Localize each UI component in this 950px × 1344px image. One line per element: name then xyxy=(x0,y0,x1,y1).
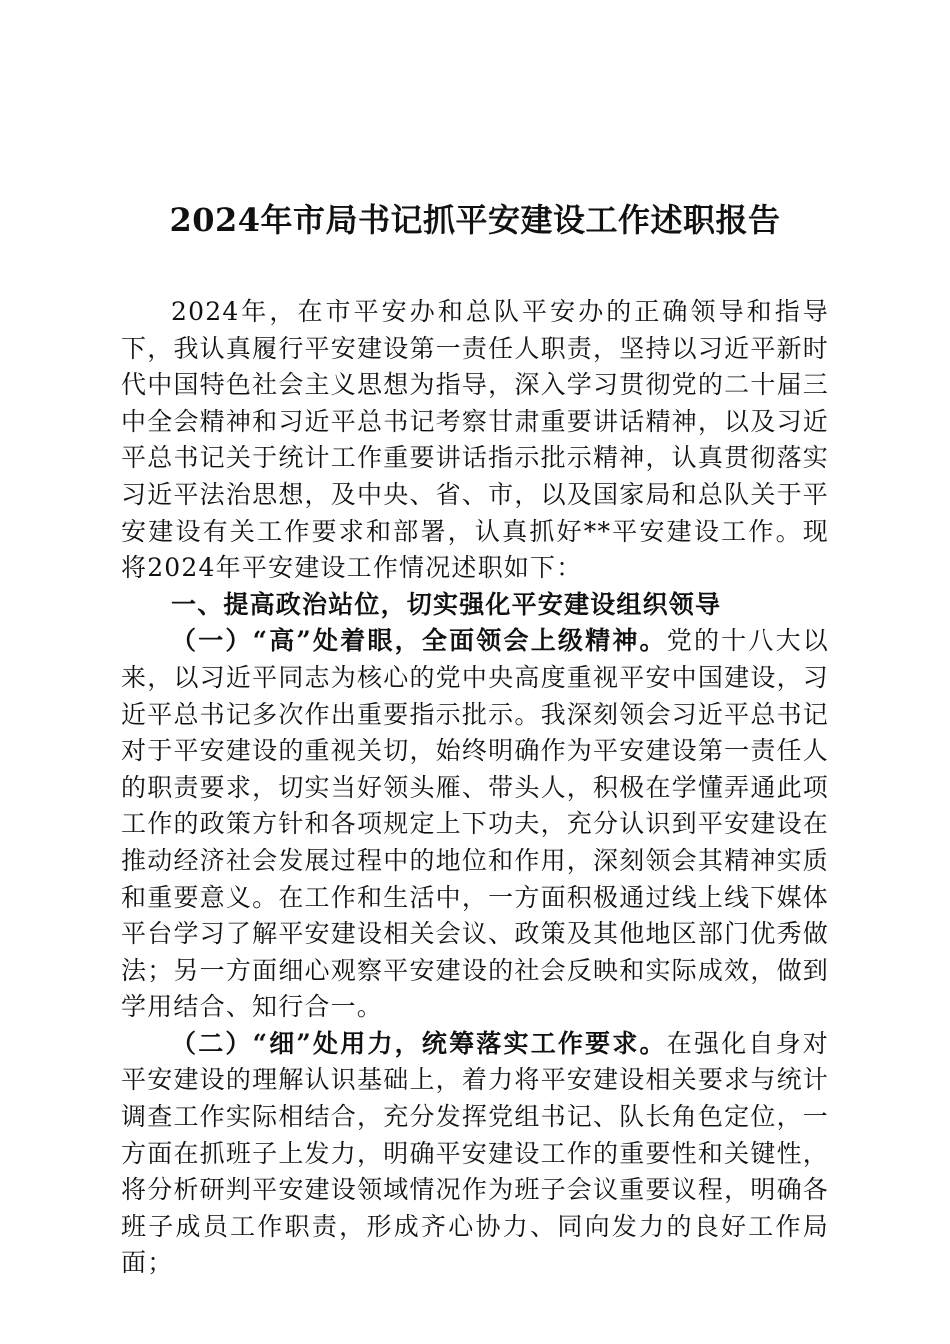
subsection-2-lead: （二）“细”处用力，统筹落实工作要求。 xyxy=(171,1028,667,1058)
document-body xyxy=(121,294,829,1282)
subsection-1-paragraph xyxy=(121,623,829,1026)
subsection-1-lead: （一）“高”处着眼，全面领会上级精神。 xyxy=(171,626,667,656)
subsection-2-text: 在强化自身对平安建设的理解认识基础上，着力将平安建设相关要求与统计调查工作实际相结合，充分发挥党组书记、队长角色定位，一方面在抓班子上发力，明确平安建设工作的重要性和关键性，将分析研判平安建设领域情况作为班子会议重要议程，明确各班子成员工作职责，形成齐心协力、同向发力的良好工作局面； xyxy=(121,1028,829,1278)
subsection-1-text: 党的十八大以来，以习近平同志为核心的党中央高度重视平安中国建设，习近平总书记多次作出重要指示批示。我深刻领会习近平总书记对于平安建设的重视关切，始终明确作为平安建设第一责任人的职责要求，切实当好领头雁、带头人，积极在学懂弄通此项工作的政策方针和各项规定上下功夫，充分认识到平安建设在推动经济社会发展过程中的地位和作用，深刻领会其精神实质和重要意义。在工作和生活中，一方面积极通过线上线下媒体平台学习了解平安建设相关会议、政策及其他地区部门优秀做法；另一方面细心观察平安建设的社会反映和实际成效，做到学用结合、知行合一。 xyxy=(121,626,829,1022)
document-title: 2024年市局书记抓平安建设工作述职报告 xyxy=(169,201,781,239)
section-heading-1: 一、提高政治站位，切实强化平安建设组织领导 xyxy=(171,589,722,619)
subsection-2-paragraph xyxy=(121,1026,829,1282)
intro-paragraph: 2024年，在市平安办和总队平安办的正确领导和指导下，我认真履行平安建设第一责任人职责，坚持以习近平新时代中国特色社会主义思想为指导，深入学习贯彻党的二十届三中全会精神和习近平总书记考察甘肃重要讲话精神，以及习近平总书记关于统计工作重要讲话指示批示精神，认真贯彻落实习近平法治思想，及中央、省、市，以及国家局和总队关于平安建设有关工作要求和部署，认真抓好**平安建设工作。现将2024年平安建设工作情况述职如下： xyxy=(121,297,829,583)
